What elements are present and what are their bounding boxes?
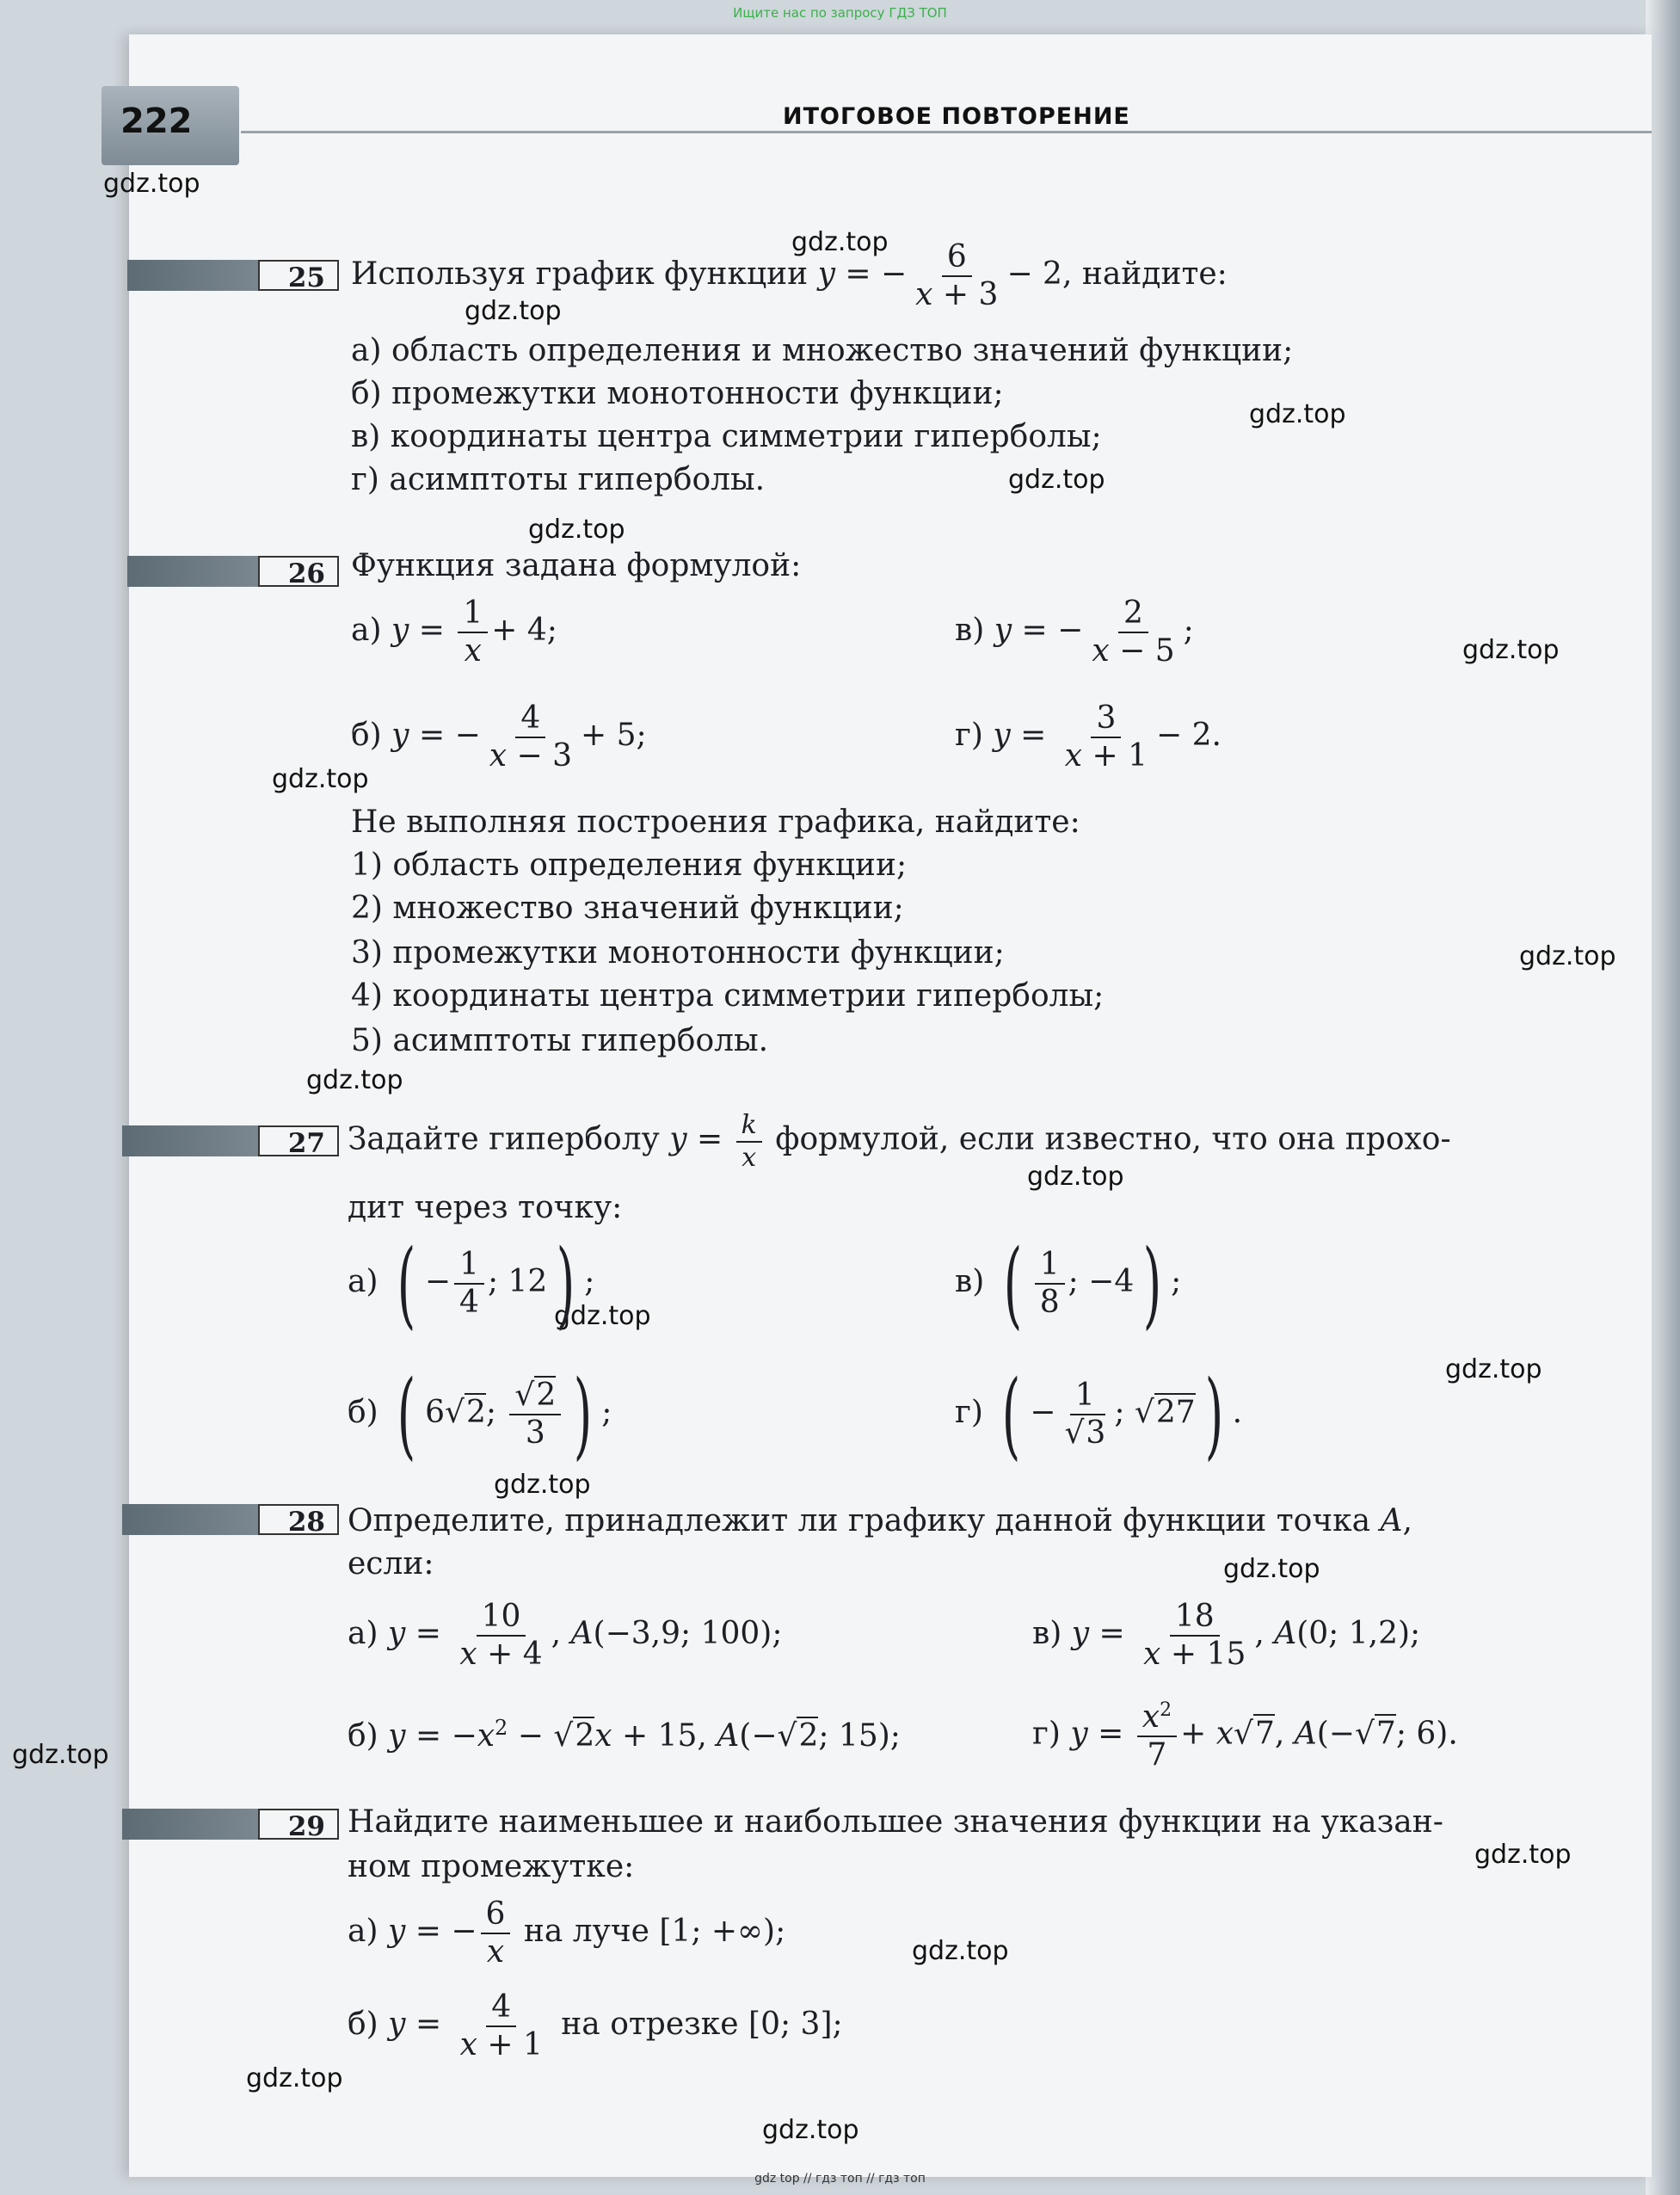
problem-26-formula-b: б) y = − $\frac{4}{x - 3}$ + 5; xyxy=(351,700,647,774)
problem-27-point-a: а) ( − $\frac{1}{4}$ ; 12) ; xyxy=(348,1229,595,1339)
watermark: gdz.top xyxy=(103,169,200,199)
problem-28-formula-a: а) y = $\frac{10}{x + 4}$ , A(−3,9; 100); xyxy=(348,1599,783,1672)
watermark: gdz.top xyxy=(1008,465,1105,495)
problem-26-intro: Функция задана формулой: xyxy=(351,548,802,583)
page-number: 222 xyxy=(120,102,193,141)
problem-27-intro-c: дит через точку: xyxy=(348,1190,623,1225)
watermark: gdz.top xyxy=(912,1936,1009,1966)
problem-27-intro-b: формулой, если известно, что она прохо- xyxy=(765,1121,1451,1157)
watermark: gdz.top xyxy=(1462,635,1560,665)
problem-29-number: 29 xyxy=(258,1809,339,1840)
problem-25-item-d: г) асимптоты гиперболы. xyxy=(351,462,766,497)
watermark: gdz.top xyxy=(1445,1354,1542,1384)
problem-26-formula-c: в) y = − $\frac{2}{x - 5}$ ; xyxy=(955,595,1194,669)
problem-29-intro-a: Найдите наименьшее и наибольшее значения функции на указан- xyxy=(348,1804,1443,1840)
problem-26-formula-a: а) y = $\frac{1}{x}$ + 4; xyxy=(351,595,557,669)
problem-27-number: 27 xyxy=(258,1125,339,1156)
header-rule xyxy=(241,131,1652,133)
problem-26-item-4: 4) координаты центра симметрии гиперболы; xyxy=(351,978,1105,1014)
problem-28-formula-c: в) y = $\frac{18}{x + 15}$ , A(0; 1,2); xyxy=(1032,1599,1421,1672)
problem-29-formula-a: а) y = − $\frac{6}{x}$ на луче [1; +∞); xyxy=(348,1896,786,1970)
problem-27-point-b: б) ( 6√2; $\frac{√2}{3}$ ) ; xyxy=(348,1360,612,1470)
watermark: gdz.top xyxy=(494,1470,591,1500)
problem-26-item-3: 3) промежутки монотонности функции; xyxy=(351,935,1005,971)
problem-26-number: 26 xyxy=(258,556,339,587)
watermark: gdz.top xyxy=(1519,941,1616,971)
problem-29-b-tail: на отрезке [0; 3]; xyxy=(551,2006,843,2042)
watermark: gdz.top xyxy=(1249,399,1346,429)
problem-29-formula-b: б) y = $\frac{4}{x + 1}$ на отрезке [0; 3]; xyxy=(348,1989,843,2062)
problem-28-intro-b: если: xyxy=(348,1546,434,1582)
watermark: gdz.top xyxy=(1223,1554,1320,1584)
top-note: Ищите нас по запросу ГДЗ ТОП xyxy=(733,5,947,21)
problem-29-a-tail: на луче [1; +∞); xyxy=(514,1913,786,1949)
problem-29-intro-b: ном промежутке: xyxy=(348,1849,635,1884)
problem-27-point-c: в) ( $\frac{1}{8}$ ; −4) ; xyxy=(955,1229,1182,1339)
problem-28-intro-a: Определите, принадлежит ли графику данной функции точка xyxy=(348,1503,1381,1538)
problem-28-intro: Определите, принадлежит ли графику данной функции точка A, xyxy=(348,1503,1412,1538)
problem-27-point-d: г) ( − $\frac{1}{√3}$ ; √27) . xyxy=(955,1360,1243,1470)
problem-26-item-2: 2) множество значений функции; xyxy=(351,891,904,926)
problem-28-formula-b: б) $y = -x^2 - √2x + 15$, A(−√2; 15); xyxy=(348,1716,901,1754)
problem-28-number: 28 xyxy=(258,1504,339,1535)
problem-25-item-a: а) область определения и множество значений функции; xyxy=(351,333,1294,368)
problem-25-intro-a: Используя график функции xyxy=(351,256,818,292)
watermark: gdz.top xyxy=(1474,1840,1572,1870)
problem-26-formula-d: г) y = $\frac{3}{x + 1}$ − 2. xyxy=(955,700,1222,774)
watermark: gdz.top xyxy=(554,1301,651,1331)
problem-26-item-1: 1) область определения функции; xyxy=(351,848,908,883)
problem-25-number: 25 xyxy=(258,260,339,291)
bottom-note: gdz top // гдз топ // гдз топ xyxy=(754,2172,926,2186)
problem-26-item-5: 5) асимптоты гиперболы. xyxy=(351,1023,769,1058)
problem-25-intro-b: , найдите: xyxy=(1062,256,1228,292)
problem-25-item-b: б) промежутки монотонности функции; xyxy=(351,376,1004,411)
watermark: gdz.top xyxy=(791,227,889,257)
watermark: gdz.top xyxy=(762,2115,859,2145)
page-header: ИТОГОВОЕ ПОВТОРЕНИЕ xyxy=(783,103,1130,130)
problem-27-intro-a: Задайте гиперболу xyxy=(348,1121,670,1157)
problem-26-lead: Не выполняя построения графика, найдите: xyxy=(351,805,1080,840)
watermark: gdz.top xyxy=(1027,1162,1124,1192)
watermark: gdz.top xyxy=(306,1065,403,1095)
watermark: gdz.top xyxy=(12,1740,109,1770)
problem-25-item-c: в) координаты центра симметрии гиперболы; xyxy=(351,419,1102,454)
watermark: gdz.top xyxy=(465,296,562,326)
problem-28-formula-d: г) y = $\frac{x^2}{7}$ + x√7, A(−√7; 6). xyxy=(1032,1699,1458,1773)
problem-25-intro: Используя график функции y = − $\frac{6}{x + 3}$ − 2, найдите: xyxy=(351,239,1228,312)
problem-27-intro: Задайте гиперболу y = $\frac{k}{x}$ формулой, если известно, что она прохо- xyxy=(348,1110,1451,1173)
watermark: gdz.top xyxy=(272,764,369,794)
watermark: gdz.top xyxy=(528,515,625,545)
watermark: gdz.top xyxy=(246,2063,343,2093)
